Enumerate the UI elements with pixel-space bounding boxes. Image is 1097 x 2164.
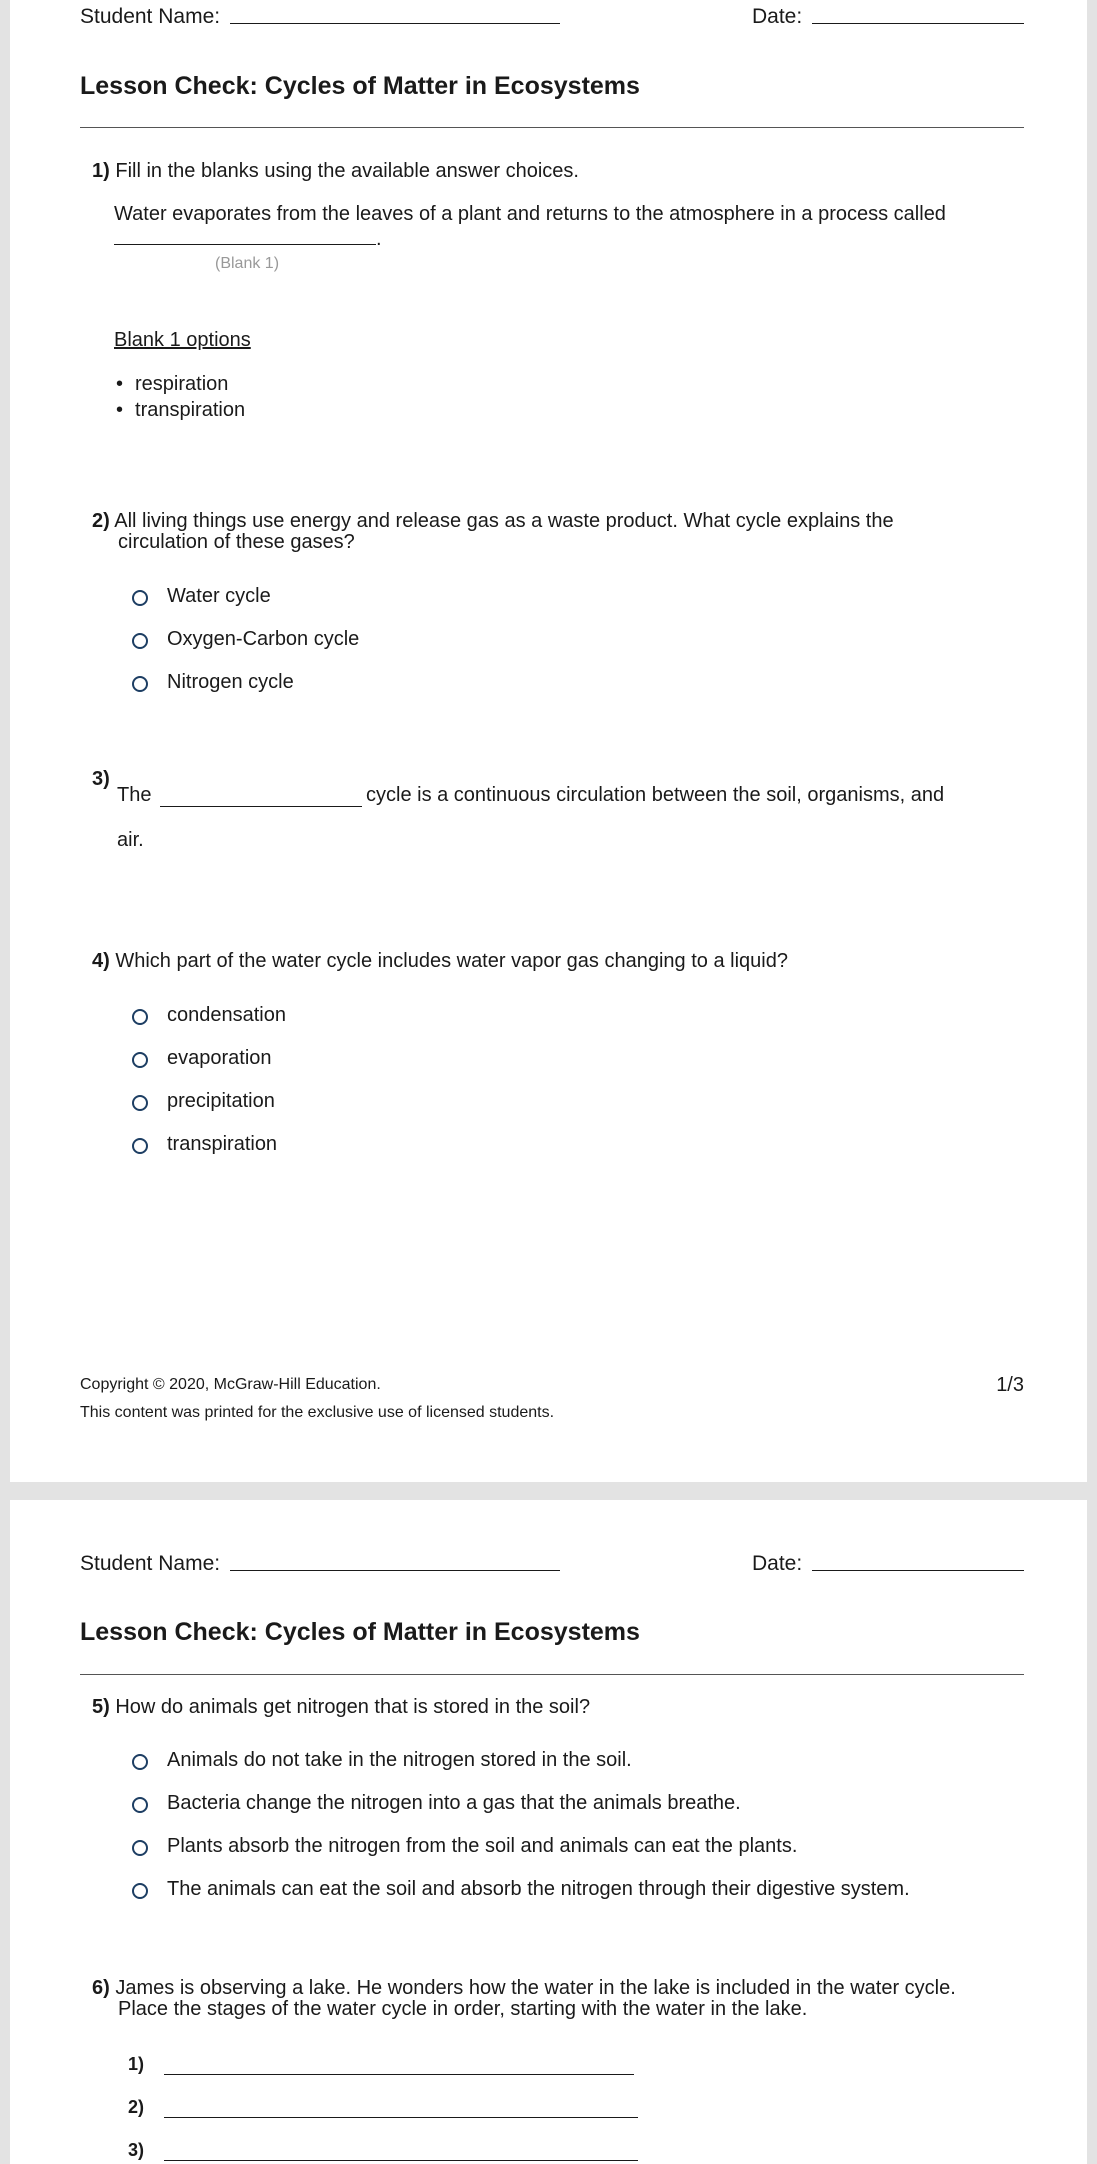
student-name-field[interactable] xyxy=(230,1570,560,1571)
blank-1-option-transpiration: • transpiration xyxy=(116,399,245,422)
student-name-label: Student Name: xyxy=(80,1552,221,1575)
radio-water-cycle[interactable] xyxy=(132,590,148,606)
question-3-suffix: cycle is a continuous circulation between the soil, organisms, and xyxy=(366,784,945,806)
blank-1-field[interactable] xyxy=(114,244,376,245)
blank-1-option-respiration: • respiration xyxy=(116,373,228,396)
date-label: Date: xyxy=(752,1552,803,1575)
question-6-prompt-cont: Place the stages of the water cycle in order, starting with the water in the lake. xyxy=(118,1998,808,2020)
question-2-prompt-cont: circulation of these gases? xyxy=(118,531,355,553)
question-4-prompt: 4) Which part of the water cycle includes water vapor gas changing to a liquid? xyxy=(92,950,788,972)
question-3-continuation: air. xyxy=(117,829,144,851)
question-5-prompt: 5) How do animals get nitrogen that is stored in the soil? xyxy=(92,1696,591,1718)
slot-1-label: 1) xyxy=(128,2054,145,2074)
page-title: Lesson Check: Cycles of Matter in Ecosystems xyxy=(80,72,640,100)
slot-2-field[interactable] xyxy=(164,2117,638,2118)
sentence-period: . xyxy=(376,228,382,250)
slot-1-field[interactable] xyxy=(164,2074,634,2075)
radio-evaporation[interactable] xyxy=(132,1052,148,1068)
license-notice: This content was printed for the exclusive use of licensed students. xyxy=(80,1404,555,1421)
date-field[interactable] xyxy=(812,1570,1024,1571)
page-title: Lesson Check: Cycles of Matter in Ecosystems xyxy=(80,1618,640,1646)
blank-1-options-heading: Blank 1 options xyxy=(114,329,251,351)
question-2-prompt: 2) All living things use energy and release gas as a waste product. What cycle explains the xyxy=(92,510,894,532)
question-6-prompt: 6) James is observing a lake. He wonders how the water in the lake is included in the water cycle. xyxy=(92,1977,956,1999)
option-condensation: condensation xyxy=(167,1004,286,1026)
radio-nitrogen-cycle[interactable] xyxy=(132,676,148,692)
question-3-blank[interactable] xyxy=(160,806,362,807)
slot-3-field[interactable] xyxy=(164,2160,638,2161)
title-divider xyxy=(80,1674,1024,1675)
blank-1-caption: (Blank 1) xyxy=(215,255,280,272)
option-5a: Animals do not take in the nitrogen stored in the soil. xyxy=(167,1749,632,1771)
radio-option-5b[interactable] xyxy=(132,1797,148,1813)
date-label: Date: xyxy=(752,5,803,28)
question-3-number: 3) xyxy=(92,768,110,790)
radio-condensation[interactable] xyxy=(132,1009,148,1025)
page-2 xyxy=(10,1500,1087,2164)
page-1 xyxy=(10,0,1087,1482)
slot-2-label: 2) xyxy=(128,2097,145,2117)
question-3-prefix: The xyxy=(117,784,152,806)
option-transpiration: transpiration xyxy=(167,1133,278,1155)
question-1-prompt: 1) Fill in the blanks using the available answer choices. xyxy=(92,160,579,182)
option-5d: The animals can eat the soil and absorb the nitrogen through their digestive system. xyxy=(167,1878,910,1900)
option-precipitation: precipitation xyxy=(167,1090,275,1112)
radio-option-5c[interactable] xyxy=(132,1840,148,1856)
option-nitrogen-cycle: Nitrogen cycle xyxy=(167,671,294,693)
radio-precipitation[interactable] xyxy=(132,1095,148,1111)
radio-option-5a[interactable] xyxy=(132,1754,148,1770)
option-oxygen-carbon-cycle: Oxygen-Carbon cycle xyxy=(167,628,360,650)
copyright: Copyright © 2020, McGraw-Hill Education. xyxy=(80,1376,381,1393)
title-divider xyxy=(80,127,1024,128)
slot-3-label: 3) xyxy=(128,2140,145,2160)
date-field[interactable] xyxy=(812,23,1024,24)
question-1-sentence: Water evaporates from the leaves of a plant and returns to the atmosphere in a process called xyxy=(114,203,946,225)
option-5c: Plants absorb the nitrogen from the soil and animals can eat the plants. xyxy=(167,1835,798,1857)
page-number: 1/3 xyxy=(996,1374,1024,1396)
student-name-field[interactable] xyxy=(230,23,560,24)
option-evaporation: evaporation xyxy=(167,1047,272,1069)
student-name-label: Student Name: xyxy=(80,5,221,28)
option-water-cycle: Water cycle xyxy=(167,585,271,607)
radio-oxygen-carbon-cycle[interactable] xyxy=(132,633,148,649)
option-5b: Bacteria change the nitrogen into a gas that the animals breathe. xyxy=(167,1792,741,1814)
radio-transpiration[interactable] xyxy=(132,1138,148,1154)
radio-option-5d[interactable] xyxy=(132,1883,148,1899)
